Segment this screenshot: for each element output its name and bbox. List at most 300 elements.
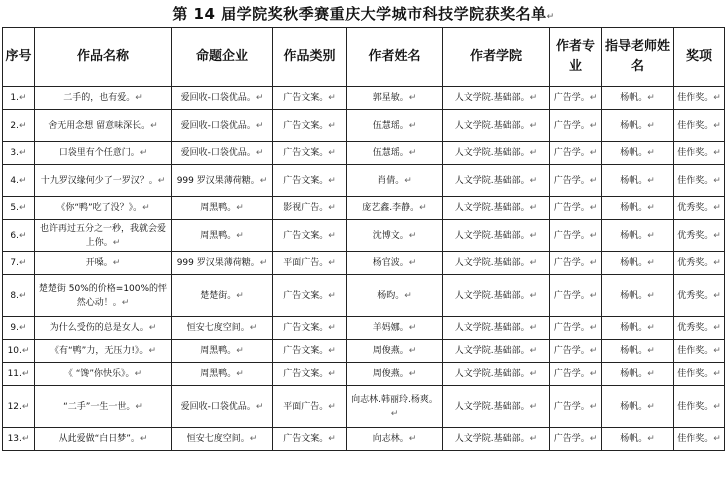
cell-category [273,165,347,197]
cell-text: 广告文案。 [283,369,329,379]
cell-text: 人文学院.基础部。 [454,230,530,241]
cell-mark: ↵ [112,258,121,268]
cell-category [273,275,347,317]
cell-mark: ↵ [236,230,244,241]
cell-company [172,87,273,110]
cell-company [172,110,273,142]
cell-mark: ↵ [529,323,538,333]
cell-mark: ↵ [529,230,538,241]
cell-text: 广告文案。 [283,323,329,333]
cell-college [443,142,550,165]
cell-text: 广告文案。 [283,148,329,158]
cell-mark: ↵ [134,369,143,379]
cell-major [550,142,602,165]
cell-text: 广告学。 [553,203,590,213]
cell-mark: ↵ [408,148,417,158]
cell-text: 人文学院.基础部。 [454,401,530,412]
cell-text: 周黑鸭。 [200,346,237,356]
cell-text: 6. [10,230,20,241]
cell-text: 广告学。 [553,290,590,301]
cell-mark: ↵ [529,203,538,213]
cell-text: 爱回收-口袋优品。 [180,401,256,412]
table-row [3,252,725,275]
cell-text: 佳作奖。 [677,148,714,158]
cell-teacher [602,252,674,275]
header-major: 作者专业 [550,28,602,87]
cell-author [347,220,443,252]
table-row [3,275,725,317]
cell-no [3,87,35,110]
cell-text: 向志林。 [372,434,409,444]
cell-company [172,386,273,428]
cell-text: 杨帆。 [620,120,648,131]
header-award: 奖项 [674,28,725,87]
cell-teacher [602,142,674,165]
cell-mark: ↵ [529,120,538,131]
cell-college [443,197,550,220]
cell-company [172,165,273,197]
cell-mark: ↵ [647,258,655,268]
cell-mark: ↵ [529,258,538,268]
cell-major [550,340,602,363]
cell-major [550,197,602,220]
cell-category [273,197,347,220]
cell-text: 999 罗汉果薄荷糖。 [176,175,260,186]
cell-text: 13. [7,434,22,444]
cell-major [550,275,602,317]
cell-text: 影视广告。 [283,203,329,213]
cell-award [674,252,725,275]
header-teacher: 指导老师姓名 [602,28,674,87]
header-no: 序号 [3,28,35,87]
cell-no [3,428,35,451]
cell-author [347,252,443,275]
cell-mark: ↵ [589,290,598,301]
cell-text: 杨帆。 [620,369,648,379]
cell-no [3,142,35,165]
cell-text: 恒安七度空间。 [186,323,250,333]
cell-author [347,165,443,197]
cell-mark: ↵ [529,434,538,444]
cell-author [347,275,443,317]
cell-mark: ↵ [647,434,655,444]
cell-major [550,252,602,275]
cell-mark: ↵ [328,290,336,301]
cell-mark: ↵ [713,401,721,412]
cell-major [550,220,602,252]
cell-mark: ↵ [135,401,143,412]
header-company: 命题企业 [172,28,273,87]
cell-mark: ↵ [529,93,538,103]
cell-text: 《你“鸭”吃了没？》。 [56,203,143,213]
cell-mark: ↵ [408,346,417,356]
cell-category [273,110,347,142]
cell-text: 杨帆。 [620,401,648,412]
header-college: 作者学院 [443,28,550,87]
cell-mark: ↵ [328,258,336,268]
cell-work [35,197,172,220]
cell-no [3,317,35,340]
table-row [3,197,725,220]
cell-no [3,275,35,317]
cell-category [273,87,347,110]
cell-no [3,197,35,220]
cell-college [443,87,550,110]
cell-text: 7. [10,258,20,268]
cell-text: 广告学。 [553,120,590,131]
table-row [3,110,725,142]
cell-text: 广告学。 [553,258,590,268]
cell-no [3,220,35,252]
cell-mark: ↵ [408,230,417,241]
cell-mark: ↵ [328,323,336,333]
cell-text: 广告文案。 [283,93,329,103]
cell-text: 优秀奖。 [677,230,714,241]
cell-mark: ↵ [142,203,150,213]
cell-major [550,363,602,386]
cell-mark: ↵ [713,148,721,158]
cell-mark: ↵ [647,148,655,158]
cell-mark: ↵ [589,401,598,412]
cell-mark: ↵ [21,434,30,444]
cell-teacher [602,165,674,197]
cell-mark: ↵ [589,434,598,444]
cell-text: 向志林.韩丽玲.杨爽。 [351,394,438,405]
cell-mark: ↵ [529,346,538,356]
cell-text: 人文学院.基础部。 [454,369,530,379]
cell-text: 杨官波。 [372,258,409,268]
cell-text: 佳作奖。 [677,120,714,131]
cell-teacher [602,386,674,428]
cell-mark: ↵ [408,323,417,333]
cell-mark: ↵ [19,290,27,301]
cell-teacher [602,197,674,220]
cell-text: 1. [10,93,20,103]
cell-no [3,340,35,363]
cell-work [35,165,172,197]
cell-text: 《有“鸭”力，无压力!》。 [50,346,149,356]
cell-text: 广告学。 [553,346,590,356]
table-row [3,386,725,428]
cell-text: 伍慧瑶。 [372,148,409,158]
cell-mark: ↵ [135,93,143,103]
cell-mark: ↵ [647,401,655,412]
cell-company [172,317,273,340]
cell-text: 广告文案。 [283,230,329,241]
cell-author [347,386,443,428]
cell-award [674,340,725,363]
cell-mark: ↵ [328,120,336,131]
cell-mark: ↵ [713,369,721,379]
cell-text: 楚楚街。 [200,290,237,301]
cell-college [443,275,550,317]
cell-author [347,87,443,110]
table-row [3,165,725,197]
table-row [3,87,725,110]
cell-text: 周黑鸭。 [200,369,237,379]
cell-text: 佳作奖。 [677,434,714,444]
cell-company [172,340,273,363]
cell-college [443,428,550,451]
cell-text: 广告学。 [553,434,590,444]
cell-mark: ↵ [328,434,336,444]
cell-mark: ↵ [713,258,721,268]
cell-text: 12. [7,401,22,412]
cell-mark: ↵ [404,290,412,301]
cell-company [172,275,273,317]
cell-mark: ↵ [529,148,538,158]
cell-mark: ↵ [408,369,417,379]
cell-text: 爱回收-口袋优品。 [180,93,256,103]
cell-text: 《 “馋”你快乐》。 [63,369,135,379]
cell-mark: ↵ [150,120,158,131]
cell-text: 999 罗汉果薄荷糖。 [176,258,260,268]
cell-work [35,220,172,252]
cell-text: 舍无用念想 留意味深长。 [48,120,151,131]
cell-mark: ↵ [139,434,148,444]
cell-text: 人文学院.基础部。 [454,434,530,444]
cell-mark: ↵ [328,346,336,356]
cell-mark: ↵ [148,323,157,333]
cell-mark: ↵ [19,120,27,131]
cell-teacher [602,428,674,451]
cell-mark: ↵ [328,93,336,103]
cell-mark: ↵ [19,203,27,213]
cell-teacher [602,340,674,363]
title-text: 第 14 届学院奖秋季赛重庆大学城市科技学院获奖名单 [172,5,547,23]
cell-text: 11. [7,369,22,379]
cell-mark: ↵ [713,346,721,356]
cell-text: 杨帆。 [620,203,648,213]
table-row [3,142,725,165]
cell-mark: ↵ [236,346,244,356]
cell-mark: ↵ [255,120,264,131]
cell-text: 人文学院.基础部。 [454,148,530,158]
cell-mark: ↵ [647,203,655,213]
cell-major [550,87,602,110]
cell-text: 人文学院.基础部。 [454,175,530,186]
cell-mark: ↵ [713,434,721,444]
cell-category [273,317,347,340]
cell-text: 人文学院.基础部。 [454,203,530,213]
table-row [3,428,725,451]
cell-work [35,142,172,165]
cell-text: 人文学院.基础部。 [454,346,530,356]
cell-no [3,386,35,428]
cell-mark: ↵ [19,175,27,186]
cell-mark: ↵ [408,434,417,444]
cell-text: 3. [10,148,20,158]
cell-text: 广告学。 [553,148,590,158]
cell-text: 8. [10,290,20,301]
cell-text: 广告学。 [553,93,590,103]
cell-work [35,110,172,142]
cell-college [443,165,550,197]
award-table [2,27,725,451]
paragraph-mark: ↵ [546,12,555,22]
cell-text: 广告学。 [553,401,590,412]
cell-mark: ↵ [713,93,721,103]
cell-mark: ↵ [647,230,655,241]
cell-author [347,317,443,340]
cell-text: 佳作奖。 [677,369,714,379]
cell-mark: ↵ [647,175,655,186]
cell-major [550,317,602,340]
cell-no [3,110,35,142]
cell-text: 杨帆。 [620,434,648,444]
cell-college [443,363,550,386]
cell-award [674,197,725,220]
cell-college [443,340,550,363]
cell-college [443,386,550,428]
cell-award [674,275,725,317]
cell-no [3,363,35,386]
cell-mark: ↵ [529,401,538,412]
cell-text: 人文学院.基础部。 [454,258,530,268]
cell-category [273,252,347,275]
cell-text: 优秀奖。 [677,323,714,333]
cell-work [35,363,172,386]
cell-text: 周俊燕。 [372,346,409,356]
cell-mark: ↵ [589,148,598,158]
cell-major [550,428,602,451]
cell-mark: ↵ [21,401,30,412]
table-row [3,363,725,386]
cell-mark: ↵ [589,323,598,333]
cell-text: 广告文案。 [283,290,329,301]
cell-text: 从此爱做“白日梦”。 [58,434,140,444]
cell-mark: ↵ [148,346,156,356]
cell-text: 10. [7,346,22,356]
cell-text: 广告学。 [553,230,590,241]
cell-text: 郭星敏。 [372,93,409,103]
cell-mark: ↵ [19,93,27,103]
cell-text: 恒安七度空间。 [186,434,250,444]
cell-company [172,252,273,275]
cell-company [172,220,273,252]
cell-mark: ↵ [404,175,412,186]
cell-text: 羊妈娜。 [372,323,409,333]
cell-teacher [602,275,674,317]
cell-text: 2. [10,120,20,131]
cell-college [443,220,550,252]
cell-college [443,317,550,340]
cell-mark: ↵ [529,290,538,301]
cell-text: 广告文案。 [283,175,329,186]
cell-text: 平面广告。 [283,258,329,268]
cell-mark: ↵ [328,175,336,186]
award-table-body [3,87,725,451]
cell-category [273,386,347,428]
cell-text: 佳作奖。 [677,175,714,186]
cell-mark: ↵ [255,148,264,158]
cell-mark: ↵ [647,290,655,301]
header-author: 作者姓名 [347,28,443,87]
cell-award [674,110,725,142]
cell-text: 人文学院.基础部。 [454,290,530,301]
cell-mark: ↵ [713,290,721,301]
cell-major [550,110,602,142]
cell-award [674,363,725,386]
cell-text: 杨帆。 [620,323,648,333]
cell-text: 广告学。 [553,323,590,333]
cell-mark: ↵ [328,369,336,379]
cell-mark: ↵ [589,203,598,213]
cell-teacher [602,87,674,110]
cell-company [172,197,273,220]
cell-mark: ↵ [408,120,417,131]
cell-text: 5. [10,203,20,213]
cell-mark: ↵ [713,175,721,186]
cell-mark: ↵ [529,175,538,186]
cell-text: 爱回收-口袋优品。 [180,120,256,131]
cell-mark: ↵ [139,148,148,158]
cell-text: 优秀奖。 [677,203,714,213]
cell-text: 肖倩。 [377,175,405,186]
cell-mark: ↵ [647,346,655,356]
cell-text: 4. [10,175,20,186]
cell-work [35,428,172,451]
cell-text: 也许再过五分之一秒，我就会爱上你。 [39,223,166,248]
cell-text: 杨帆。 [620,175,648,186]
cell-text: 沈博文。 [372,230,409,241]
cell-mark: ↵ [647,93,655,103]
cell-mark: ↵ [328,148,336,158]
cell-mark: ↵ [236,290,244,301]
cell-mark: ↵ [328,230,336,241]
cell-text: 佳作奖。 [677,93,714,103]
cell-mark: ↵ [249,434,258,444]
cell-award [674,317,725,340]
cell-text: 优秀奖。 [677,258,714,268]
cell-mark: ↵ [255,93,264,103]
cell-text: 杨帆。 [620,148,648,158]
cell-mark: ↵ [589,369,598,379]
cell-major [550,386,602,428]
document-title [0,3,727,24]
cell-work [35,87,172,110]
cell-text: 二手的，也有爱。 [63,93,136,103]
cell-mark: ↵ [529,369,538,379]
cell-mark: ↵ [328,203,336,213]
cell-mark: ↵ [249,323,258,333]
table-row [3,317,725,340]
cell-mark: ↵ [589,93,598,103]
cell-text: 杨帆。 [620,230,648,241]
cell-text: 广告文案。 [283,434,329,444]
cell-company [172,428,273,451]
cell-text: 广告学。 [553,369,590,379]
cell-no [3,165,35,197]
cell-teacher [602,220,674,252]
cell-award [674,428,725,451]
cell-award [674,386,725,428]
cell-mark: ↵ [589,230,598,241]
cell-category [273,340,347,363]
cell-text: 优秀奖。 [677,290,714,301]
cell-text: 伍慧瑶。 [372,120,409,131]
cell-text: 杨帆。 [620,346,648,356]
cell-category [273,363,347,386]
cell-mark: ↵ [589,258,598,268]
cell-mark: ↵ [21,346,30,356]
cell-author [347,340,443,363]
cell-text: “二手”一生一世。 [63,401,136,412]
cell-award [674,220,725,252]
header-category: 作品类别 [273,28,347,87]
cell-text: 平面广告。 [283,401,329,412]
cell-work [35,275,172,317]
